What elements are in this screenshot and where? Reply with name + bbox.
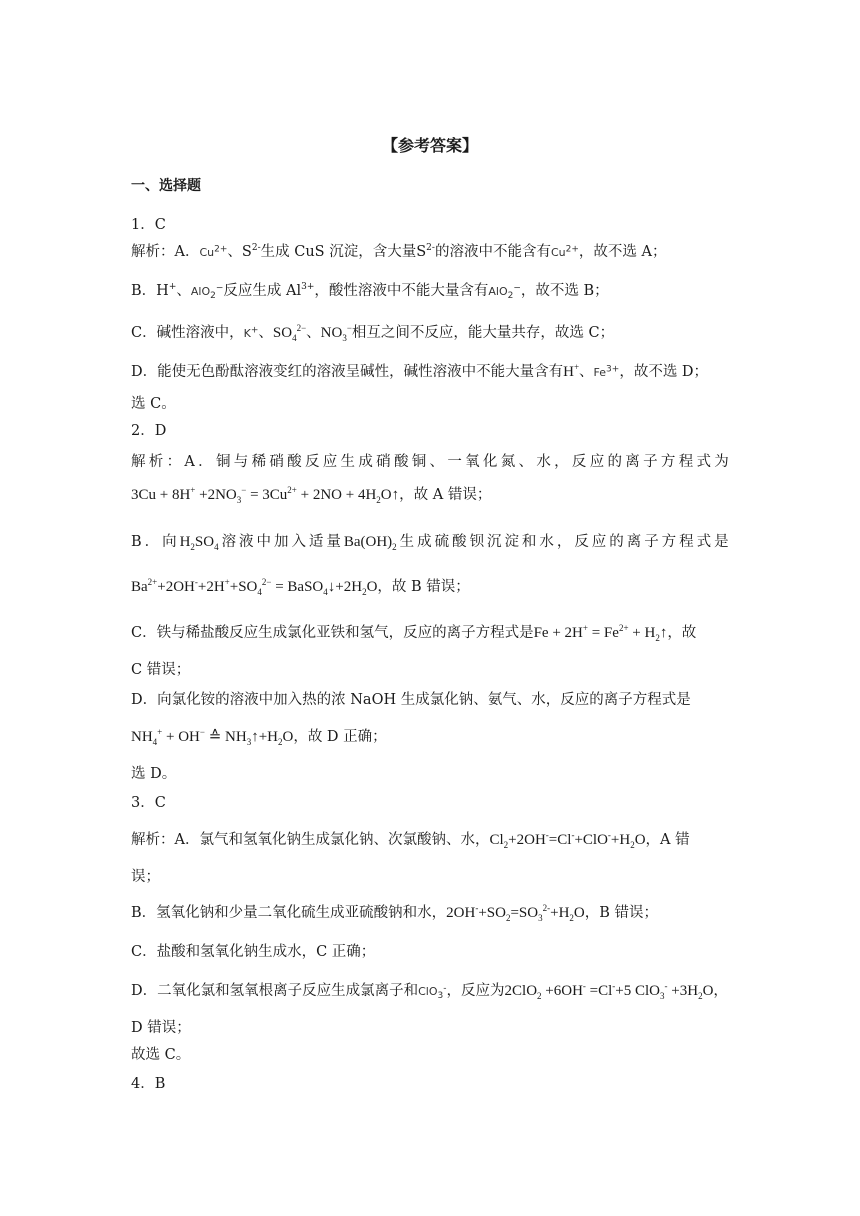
q1-conclusion: 选 C。 xyxy=(131,396,176,412)
page-title: 【参考答案】 xyxy=(381,136,478,155)
q3-conclusion: 故选 C。 xyxy=(131,1047,191,1063)
question-3-answer: 3．C xyxy=(131,795,166,811)
q2-option-a-equation: $3Cu + 8H^+ +2NO_3^- = 3Cu^{2+} + 2NO$ + $4H_2O↑$，故 A 错误； xyxy=(131,485,492,505)
question-2-answer: 2．D xyxy=(131,423,167,439)
q3-option-a-cont: 误； xyxy=(131,869,160,885)
q3-option-d: D．二氧化氯和氢氧根离子反应生成氯离子和ClO$_3$-，反应为2ClO$_2$ +6OH- =Cl-+5 $ClO_3^- +3H_2O$， xyxy=(131,981,728,1002)
q3-option-c: C．盐酸和氢氧化钠生成水，C 正确； xyxy=(131,944,376,960)
q2-option-b-line1: B ． 向 $H_2SO_4$ 溶 液 中 加 入 适 量 $Ba(OH)_2$ 生 成 硫 酸 钡 沉 淀 和 水 ， 反 应 的 离 子 方 程 式 是 xyxy=(131,534,729,552)
q1-option-d: D．能使无色酚酞溶液变红的溶液呈碱性，碱性溶液中不能大量含有H+、$Fe^{3+}$，故不选 D； xyxy=(131,362,709,380)
q1-option-a: 解析：A．$Cu^{2+}$、$S^{2-}$生成 CuS 沉淀，含大量$S^{2-}$的溶液中不能含有$Cu^{2+}$，故不选 A； xyxy=(131,243,667,260)
q2-option-b-equation: $Ba^{2+}+2OH^-+2H^++SO_4^{2-}$ = $BaSO_4↓+2H_2O$，故 B 错误； xyxy=(131,577,470,597)
q2-option-d-equation: $NH_4^+ + OH^-$ ≙ $NH_3↑+H_2O$，故 D 正确； xyxy=(131,727,387,747)
q2-conclusion: 选 D。 xyxy=(131,766,177,782)
question-1-answer: 1．C xyxy=(131,217,166,233)
q3-option-a: 解析：A．氯气和氢氧化钠生成氯化钠、次氯酸钠、水，$Cl_2+2OH^-=Cl^-+ClO^-+H_2O$，A 错 xyxy=(131,830,690,850)
q3-option-d-cont: D 错误； xyxy=(131,1020,191,1036)
q1-option-b: B．H+、AlO$_2$−反应生成 $Al^{3+}$，酸性溶液中不能大量含有AlO$_2$−，故不选 B； xyxy=(131,282,609,302)
question-4-answer: 4．B xyxy=(131,1076,166,1092)
q2-option-c: C．铁与稀盐酸反应生成氯化亚铁和氢气，反应的离子方程式是$Fe + 2H^+ = Fe^{2+}$ + $H_2↑$，故 xyxy=(131,623,697,643)
q1-option-c: C．碱性溶液中，K+、$SO_4^{2-}$、$NO_3^-$相互之间不反应，能大量共存，故选 C； xyxy=(131,323,615,343)
section-heading: 一、选择题 xyxy=(131,178,201,194)
q2-option-d: D．向氯化铵的溶液中加入热的浓 NaOH 生成氯化钠、氨气、水，反应的离子方程式是 xyxy=(131,692,691,708)
q3-option-b: B．氢氧化钠和少量二氧化硫生成亚硫酸钠和水，$2OH^-+SO_2=SO_3^{2-}+H_2O$，B 错误； xyxy=(131,903,659,923)
q2-option-a-line1: 解 析 ： A ． 铜 与 稀 硝 酸 反 应 生 成 硝 酸 铜 、 一 氧 化 氮 、 水 ， 反 应 的 离 子 方 程 式 为 xyxy=(131,454,729,470)
q2-option-c-cont: C 错误； xyxy=(131,662,191,678)
